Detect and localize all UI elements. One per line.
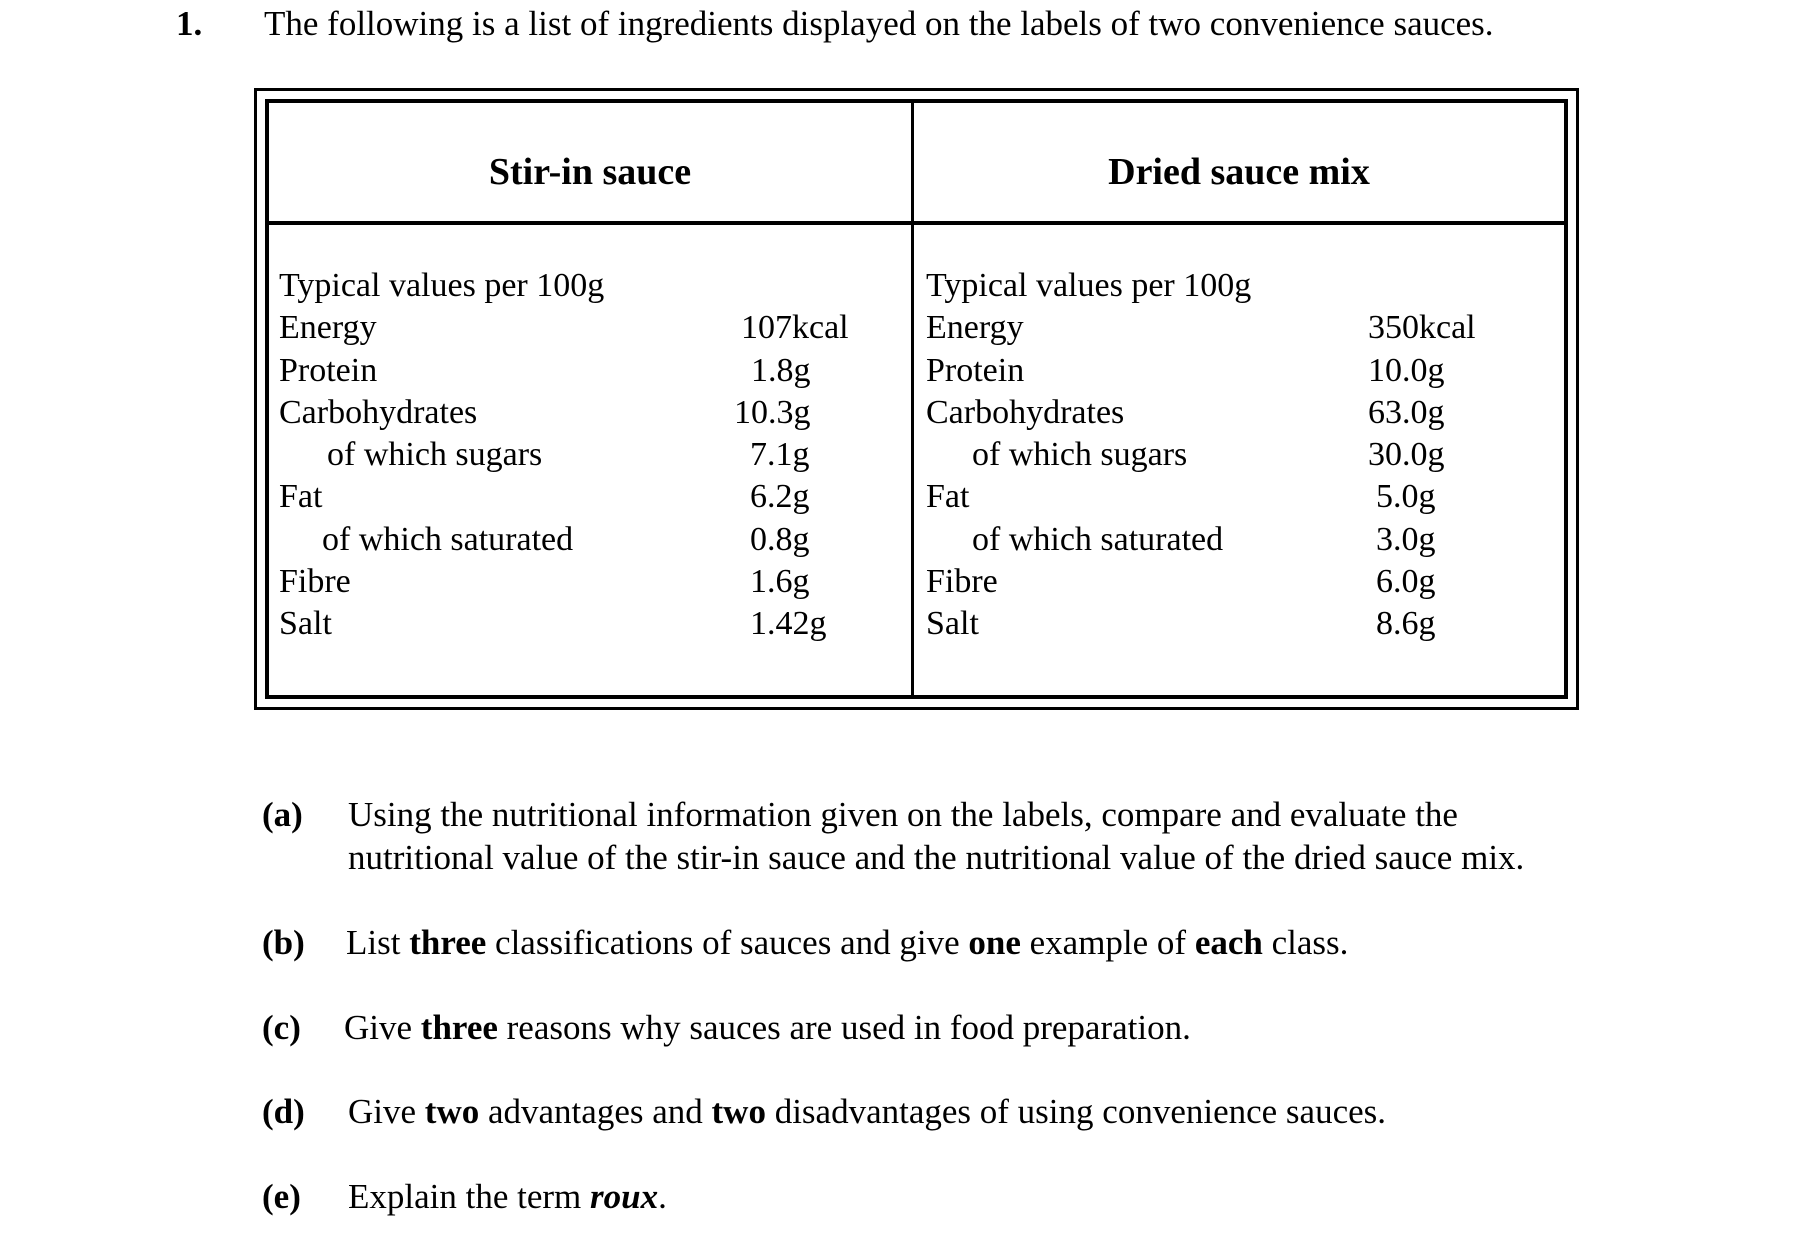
emphasis-run: two bbox=[711, 1092, 766, 1131]
nutrition-row bbox=[279, 561, 899, 603]
nutrition-heading-row bbox=[279, 265, 899, 307]
nutrient-value: 10.0g bbox=[1368, 351, 1445, 389]
nutrient-value: 6.2g bbox=[750, 478, 810, 516]
nutrient-label: Fat bbox=[279, 478, 323, 516]
question-intro: The following is a list of ingredients displayed on the labels of two convenience sauces. bbox=[264, 4, 1494, 43]
nutrient-value: 107kcal bbox=[741, 309, 849, 347]
nutrient-label: of which saturated bbox=[322, 520, 574, 558]
nutrient-value: 1.8g bbox=[751, 351, 811, 389]
nutrition-row bbox=[926, 603, 1566, 645]
nutrition-row bbox=[926, 519, 1566, 561]
text-run: Give bbox=[348, 1092, 425, 1131]
nutrition-row bbox=[926, 307, 1566, 349]
nutrient-value: 0.8g bbox=[750, 520, 810, 558]
roux-term: roux bbox=[590, 1177, 659, 1216]
text-run: classifications of sauces and give bbox=[486, 923, 969, 962]
nutrition-heading: Typical values per 100g bbox=[279, 267, 605, 304]
emphasis-run: each bbox=[1194, 923, 1263, 962]
part-label: (b) bbox=[262, 923, 305, 962]
part-label: (d) bbox=[262, 1092, 305, 1131]
nutrition-row bbox=[279, 603, 899, 645]
nutrition-heading: Typical values per 100g bbox=[926, 267, 1252, 304]
nutrition-row bbox=[279, 307, 899, 349]
nutrient-value: 350kcal bbox=[1368, 309, 1476, 347]
text-run: disadvantages of using convenience sauces. bbox=[765, 1092, 1387, 1131]
dried-sauce-mix-nutrition bbox=[926, 265, 1566, 646]
part-text bbox=[348, 1090, 1386, 1133]
nutrient-value: 10.3g bbox=[734, 393, 811, 431]
nutrient-label: of which sugars bbox=[327, 436, 543, 474]
nutrient-value: 3.0g bbox=[1376, 520, 1436, 558]
text-run: Explain the term bbox=[348, 1177, 591, 1216]
emphasis-run: two bbox=[424, 1092, 480, 1131]
part-text bbox=[348, 1175, 667, 1218]
nutrient-value: 63.0g bbox=[1368, 393, 1445, 431]
nutrition-row bbox=[926, 350, 1566, 392]
emphasis-run: one bbox=[968, 923, 1021, 962]
question-number: 1. bbox=[176, 4, 203, 43]
part-text-line: nutritional value of the stir-in sauce and the nutritional value of the dried sauce mix. bbox=[348, 838, 1525, 877]
nutrient-label: Salt bbox=[926, 605, 979, 643]
nutrient-value: 1.6g bbox=[750, 563, 810, 601]
nutrient-label: Energy bbox=[926, 309, 1024, 347]
nutrient-label: of which sugars bbox=[972, 436, 1188, 474]
nutrient-label: Fat bbox=[926, 478, 970, 516]
nutrient-value: 7.1g bbox=[750, 436, 810, 474]
part-label: (e) bbox=[262, 1177, 301, 1216]
nutrition-row bbox=[279, 434, 899, 476]
nutrition-row bbox=[279, 476, 899, 518]
dried-sauce-mix-title: Dried sauce mix bbox=[1108, 151, 1370, 193]
text-run: List bbox=[346, 923, 410, 962]
text-run: advantages and bbox=[479, 1092, 712, 1131]
nutrient-value: 1.42g bbox=[750, 605, 827, 643]
part-label: (c) bbox=[262, 1008, 301, 1047]
nutrient-label: Salt bbox=[279, 605, 332, 643]
nutrition-table bbox=[254, 88, 1579, 710]
emphasis-run: three bbox=[420, 1008, 498, 1047]
nutrient-value: 5.0g bbox=[1376, 478, 1436, 516]
header-divider bbox=[269, 221, 1564, 225]
nutrient-label: Energy bbox=[279, 309, 377, 347]
text-run: Give bbox=[344, 1008, 421, 1047]
nutrition-heading-row bbox=[926, 265, 1566, 307]
nutrient-label: Protein bbox=[926, 351, 1025, 389]
part-label: (a) bbox=[262, 795, 303, 834]
part-text bbox=[344, 1006, 1191, 1049]
nutrient-label: Carbohydrates bbox=[926, 393, 1125, 431]
nutrition-row bbox=[279, 350, 899, 392]
part-text-line: Using the nutritional information given on the labels, compare and evaluate the bbox=[348, 795, 1458, 834]
stir-in-sauce-title: Stir-in sauce bbox=[488, 151, 692, 193]
text-run: reasons why sauces are used in food preparation. bbox=[497, 1008, 1191, 1047]
nutrient-label: Protein bbox=[279, 351, 378, 389]
nutrition-row bbox=[279, 519, 899, 561]
part-text bbox=[346, 921, 1348, 964]
nutrition-row bbox=[926, 561, 1566, 603]
nutrition-row bbox=[926, 392, 1566, 434]
nutrition-table-inner bbox=[265, 99, 1568, 699]
text-run: . bbox=[658, 1177, 667, 1216]
emphasis-run: three bbox=[409, 923, 487, 962]
nutrient-label: Carbohydrates bbox=[279, 393, 478, 431]
nutrient-label: Fibre bbox=[926, 563, 998, 601]
nutrient-value: 8.6g bbox=[1376, 605, 1436, 643]
text-run: example of bbox=[1020, 923, 1195, 962]
nutrition-row bbox=[926, 434, 1566, 476]
nutrition-row bbox=[279, 392, 899, 434]
nutrient-value: 6.0g bbox=[1376, 563, 1436, 601]
text-run: class. bbox=[1262, 923, 1349, 962]
stir-in-sauce-nutrition bbox=[279, 265, 899, 646]
nutrient-label: Fibre bbox=[279, 563, 351, 601]
nutrient-value: 30.0g bbox=[1368, 436, 1445, 474]
nutrient-label: of which saturated bbox=[972, 520, 1224, 558]
nutrition-row bbox=[926, 476, 1566, 518]
